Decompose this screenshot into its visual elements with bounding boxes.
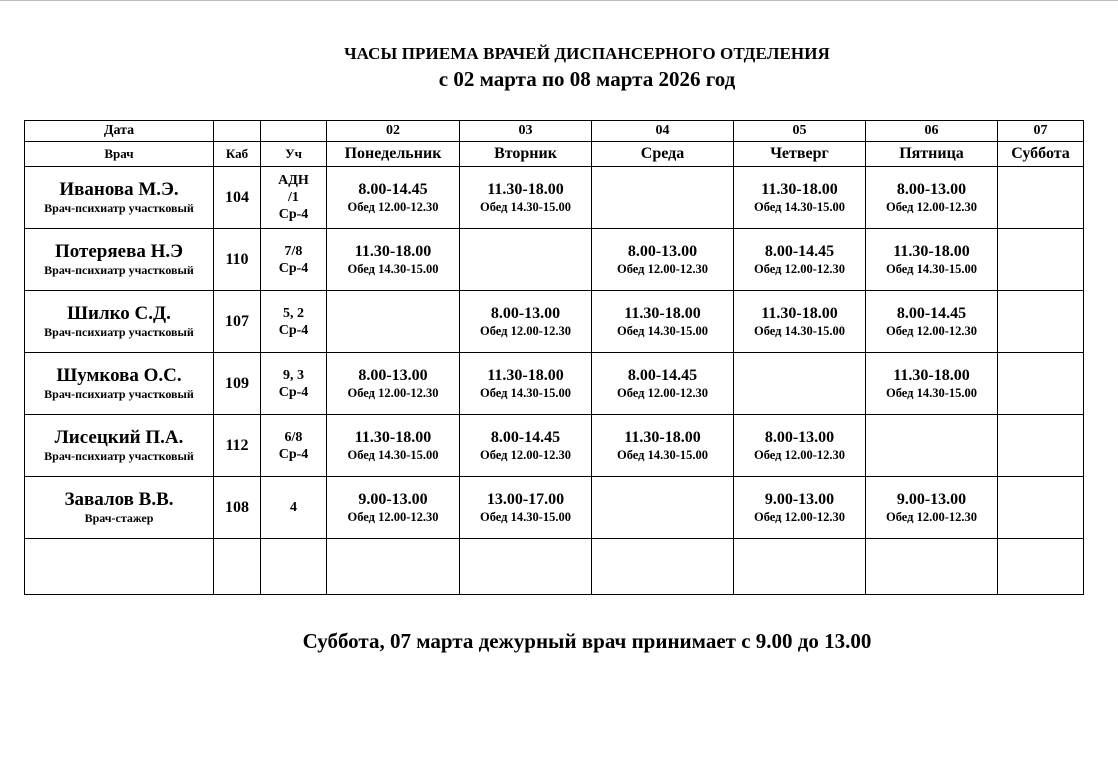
schedule-cell (866, 415, 998, 477)
header-empty-cell (214, 121, 261, 142)
work-hours: 8.00-14.45 (896, 304, 967, 322)
doctor-cell (25, 229, 214, 291)
doctor-role: Врач-психиатр участковый (44, 387, 194, 401)
date-cell: 03 (460, 121, 592, 142)
doctor-cell (25, 477, 214, 539)
date-cell: 07 (998, 121, 1084, 142)
work-hours: 8.00-14.45 (490, 428, 561, 446)
doctor-name: Иванова М.Э. (59, 179, 179, 200)
lunch-break: Обед 12.00-12.30 (753, 261, 846, 276)
doctor-cell (25, 353, 214, 415)
lunch-break: Обед 14.30-15.00 (347, 447, 439, 462)
schedule-cell (592, 291, 734, 353)
schedule-cell (998, 229, 1084, 291)
day-header: Суббота (998, 142, 1084, 167)
lunch-break: Обед 12.00-12.30 (753, 447, 846, 462)
work-hours: 11.30-18.00 (354, 242, 432, 260)
schedule-cell (998, 477, 1084, 539)
doctor-name: Завалов В.В. (64, 489, 174, 510)
empty-cell (998, 539, 1084, 595)
schedule-cell (866, 291, 998, 353)
schedule-cell (866, 353, 998, 415)
doctor-row (25, 415, 1084, 477)
empty-cell (25, 539, 214, 595)
doctor-row (25, 291, 1084, 353)
schedule-cell (592, 167, 734, 229)
work-hours: 11.30-18.00 (354, 428, 432, 446)
doctor-row (25, 353, 1084, 415)
doctor-role: Врач-психиатр участковый (44, 201, 194, 215)
page-title: ЧАСЫ ПРИЕМА ВРАЧЕЙ ДИСПАНСЕРНОГО ОТДЕЛЕНИЯ (344, 44, 830, 63)
saturday-duty-note: Суббота, 07 марта дежурный врач принимает с 9.00 до 13.00 (302, 629, 872, 653)
district-cell (261, 167, 327, 229)
district-cell (261, 353, 327, 415)
lunch-break: Обед 12.00-12.30 (347, 199, 439, 214)
doctor-role: Врач-психиатр участковый (44, 263, 194, 277)
schedule-cell (866, 477, 998, 539)
schedule-cell (998, 415, 1084, 477)
schedule-cell (734, 353, 866, 415)
schedule-cell (327, 477, 460, 539)
district-line: Ср-4 (278, 446, 309, 462)
lunch-break: Обед 12.00-12.30 (885, 509, 978, 524)
doctor-name: Шилко С.Д. (67, 303, 171, 324)
schedule-cell (998, 167, 1084, 229)
schedule-cell (592, 415, 734, 477)
lunch-break: Обед 12.00-12.30 (479, 447, 572, 462)
district-cell (261, 229, 327, 291)
schedule-cell (734, 415, 866, 477)
schedule-cell (998, 353, 1084, 415)
district-cell (261, 415, 327, 477)
work-hours: 11.30-18.00 (893, 242, 970, 260)
lunch-break: Обед 12.00-12.30 (885, 323, 978, 338)
work-hours: 11.30-18.00 (624, 304, 701, 322)
schedule-cell (327, 229, 460, 291)
doctor-name: Потеряева Н.Э (55, 241, 183, 262)
cabinet-number: 109 (214, 353, 261, 415)
date-header-row (25, 121, 1084, 142)
district-line: АДН (278, 173, 309, 188)
district-line: Ср-4 (278, 260, 309, 276)
work-hours: 9.00-13.00 (764, 490, 835, 508)
schedule-table (24, 120, 1084, 595)
doctor-cell (25, 291, 214, 353)
district-cell (261, 477, 327, 539)
cabinet-number: 112 (214, 415, 261, 477)
district-line: Ср-4 (278, 384, 309, 400)
work-hours: 8.00-14.45 (358, 180, 428, 198)
lunch-break: Обед 14.30-15.00 (753, 199, 846, 214)
top-border-line (0, 0, 1118, 1)
doctor-role: Врач-психиатр участковый (44, 449, 194, 463)
doctor-column-header: Врач (25, 142, 214, 167)
work-hours: 8.00-13.00 (896, 180, 967, 198)
work-hours: 8.00-14.45 (627, 366, 698, 384)
empty-row (25, 539, 1084, 595)
doctor-cell (25, 167, 214, 229)
lunch-break: Обед 14.30-15.00 (885, 261, 978, 276)
work-hours: 11.30-18.00 (761, 304, 838, 322)
work-hours: 11.30-18.00 (487, 180, 564, 198)
cabinet-number: 104 (214, 167, 261, 229)
schedule-cell (460, 415, 592, 477)
lunch-break: Обед 14.30-15.00 (616, 447, 709, 462)
work-hours: 8.00-13.00 (627, 242, 698, 260)
doctor-row (25, 229, 1084, 291)
cabinet-number: 110 (214, 229, 261, 291)
district-line: Ср-4 (278, 207, 309, 222)
district-cell (261, 291, 327, 353)
work-hours: 8.00-13.00 (490, 304, 561, 322)
work-hours: 11.30-18.00 (761, 180, 838, 198)
doctor-role: Врач-психиатр участковый (44, 325, 194, 339)
lunch-break: Обед 14.30-15.00 (479, 199, 572, 214)
doctor-row (25, 477, 1084, 539)
schedule-cell (866, 229, 998, 291)
doctor-row (25, 167, 1084, 229)
day-header: Среда (592, 142, 734, 167)
work-hours: 11.30-18.00 (893, 366, 970, 384)
lunch-break: Обед 12.00-12.30 (616, 385, 709, 400)
schedule-cell (866, 167, 998, 229)
empty-cell (460, 539, 592, 595)
work-hours: 8.00-13.00 (764, 428, 835, 446)
uch-column-header: Уч (261, 142, 327, 167)
schedule-cell (592, 229, 734, 291)
doctor-cell (25, 415, 214, 477)
doctor-name: Шумкова О.С. (56, 365, 182, 386)
schedule-cell (327, 353, 460, 415)
schedule-cell (734, 229, 866, 291)
day-header: Понедельник (327, 142, 460, 167)
work-hours: 8.00-13.00 (358, 366, 428, 384)
doctor-role: Врач-стажер (84, 511, 154, 525)
lunch-break: Обед 12.00-12.30 (885, 199, 978, 214)
work-hours: 8.00-14.45 (764, 242, 835, 260)
district-line: 6/8 (284, 429, 303, 445)
schedule-cell (734, 477, 866, 539)
lunch-break: Обед 14.30-15.00 (616, 323, 709, 338)
schedule-cell (734, 291, 866, 353)
schedule-cell (327, 291, 460, 353)
schedule-cell (592, 477, 734, 539)
district-line: /1 (288, 190, 299, 205)
cabinet-number: 107 (214, 291, 261, 353)
empty-cell (261, 539, 327, 595)
day-header: Вторник (460, 142, 592, 167)
work-hours: 11.30-18.00 (487, 366, 564, 384)
district-line: 5, 2 (283, 305, 304, 321)
doctor-name: Лисецкий П.А. (54, 427, 184, 448)
lunch-break: Обед 12.00-12.30 (347, 509, 439, 524)
schedule-cell (734, 167, 866, 229)
date-label: Дата (25, 121, 214, 142)
district-line: 7/8 (284, 243, 303, 259)
date-cell: 05 (734, 121, 866, 142)
lunch-break: Обед 14.30-15.00 (479, 509, 572, 524)
lunch-break: Обед 12.00-12.30 (479, 323, 572, 338)
work-hours: 9.00-13.00 (896, 490, 967, 508)
cabinet-number: 108 (214, 477, 261, 539)
schedule-cell (998, 291, 1084, 353)
lunch-break: Обед 14.30-15.00 (479, 385, 572, 400)
day-header: Пятница (866, 142, 998, 167)
schedule-cell (592, 353, 734, 415)
work-hours: 11.30-18.00 (624, 428, 701, 446)
schedule-cell (460, 167, 592, 229)
schedule-cell (460, 229, 592, 291)
schedule-cell (327, 415, 460, 477)
empty-cell (592, 539, 734, 595)
date-cell: 04 (592, 121, 734, 142)
district-line: Ср-4 (278, 322, 309, 338)
empty-cell (214, 539, 261, 595)
district-line: 4 (290, 500, 297, 515)
empty-cell (866, 539, 998, 595)
lunch-break: Обед 12.00-12.30 (347, 385, 439, 400)
empty-cell (327, 539, 460, 595)
lunch-break: Обед 14.30-15.00 (885, 385, 978, 400)
date-cell: 06 (866, 121, 998, 142)
work-hours: 13.00-17.00 (486, 490, 565, 508)
schedule-cell (460, 353, 592, 415)
lunch-break: Обед 12.00-12.30 (753, 509, 846, 524)
district-line: 9, 3 (283, 367, 304, 383)
work-hours: 9.00-13.00 (358, 490, 428, 508)
cab-column-header: Каб (214, 142, 261, 167)
day-header-row (25, 142, 1084, 167)
lunch-break: Обед 12.00-12.30 (616, 261, 709, 276)
header-empty-cell (261, 121, 327, 142)
schedule-cell (460, 291, 592, 353)
schedule-cell (327, 167, 460, 229)
date-cell: 02 (327, 121, 460, 142)
lunch-break: Обед 14.30-15.00 (753, 323, 846, 338)
lunch-break: Обед 14.30-15.00 (347, 261, 439, 276)
day-header: Четверг (734, 142, 866, 167)
page-subtitle: с 02 марта по 08 марта 2026 год (438, 67, 736, 91)
empty-cell (734, 539, 866, 595)
schedule-cell (460, 477, 592, 539)
